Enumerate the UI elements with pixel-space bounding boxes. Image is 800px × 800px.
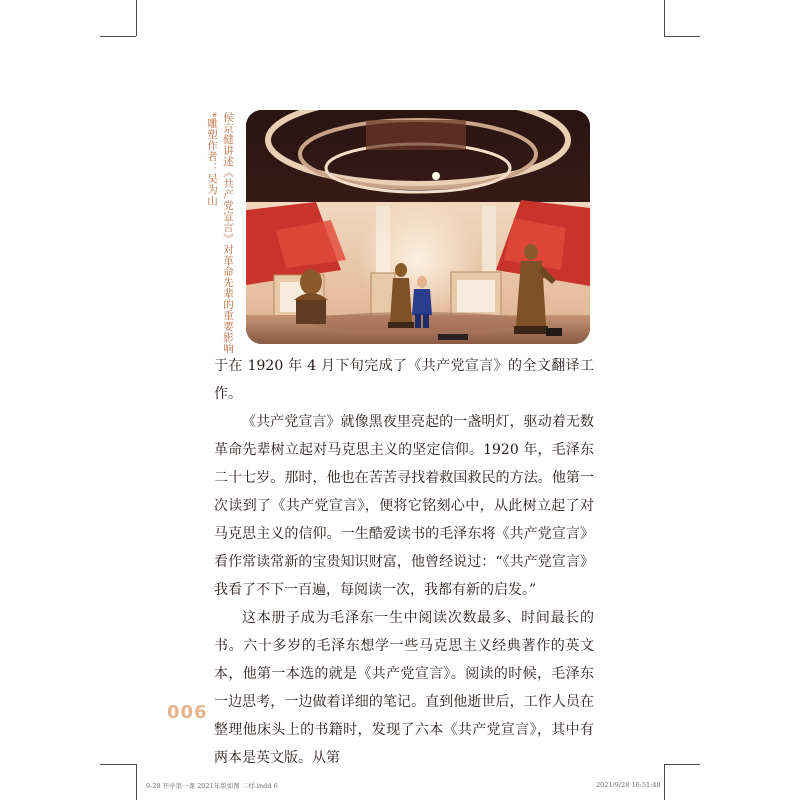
crop-mark [136,764,137,800]
paragraph: 于在 1920 年 4 月下旬完成了《共产党宣言》的全文翻译工作。 [214,358,594,402]
stage-photo [246,110,590,344]
print-slug-file: 9-28 开学第一课 2021年版如图 二样.indd 6 [146,782,278,790]
print-slug-timestamp: 2021/9/28 16:51:48 [596,781,661,789]
stage-scene-illustration [246,110,590,344]
paragraph: 这本册子成为毛泽东一生中阅读次数最多、时间最长的书。六十多岁的毛泽东想学一些马克思主义经典著作的英文本，他第一本选的就是《共产党宣言》。阅读的时候，毛泽东一边思考，一边做着详细的笔记。直到他逝世后，工作人员在整理他床头上的书籍时，发现了六本《共产党宣言》，其中有两本是英文版。从第 [214,610,594,766]
crop-mark [664,0,665,36]
sculptor-credit [206,112,218,206]
credit-marker: * [206,112,218,118]
crop-mark [100,764,136,765]
article-body [214,352,594,772]
crop-mark [100,36,136,37]
crop-mark [136,0,137,36]
crop-mark [664,36,700,37]
crop-mark [664,764,700,765]
crop-mark [664,764,665,800]
photo-caption: 侯京健讲述《共产党宣言》对革命先辈的重要影响 [222,112,234,354]
page-number: 006 [167,702,208,723]
paragraph: 《共产党宣言》就像黑夜里亮起的一盏明灯，驱动着无数革命先辈树立起对马克思主义的坚定信仰。1920 年，毛泽东二十七岁。那时，他也在苦苦寻找着救国救民的方法。他第一次读到了《共产党宣言》，便将它铭刻心中，从此树立起了对马克思主义的信仰。一生酷爱读书的毛泽东将《共产党宣言》看作常读常新的宝贵知识财富，他曾经说过：“《共产党宣言》我看了不下一百遍，每阅读一次，我都有新的启发。” [214,414,594,598]
credit-text: 雕塑作者：吴为山 [206,117,218,206]
